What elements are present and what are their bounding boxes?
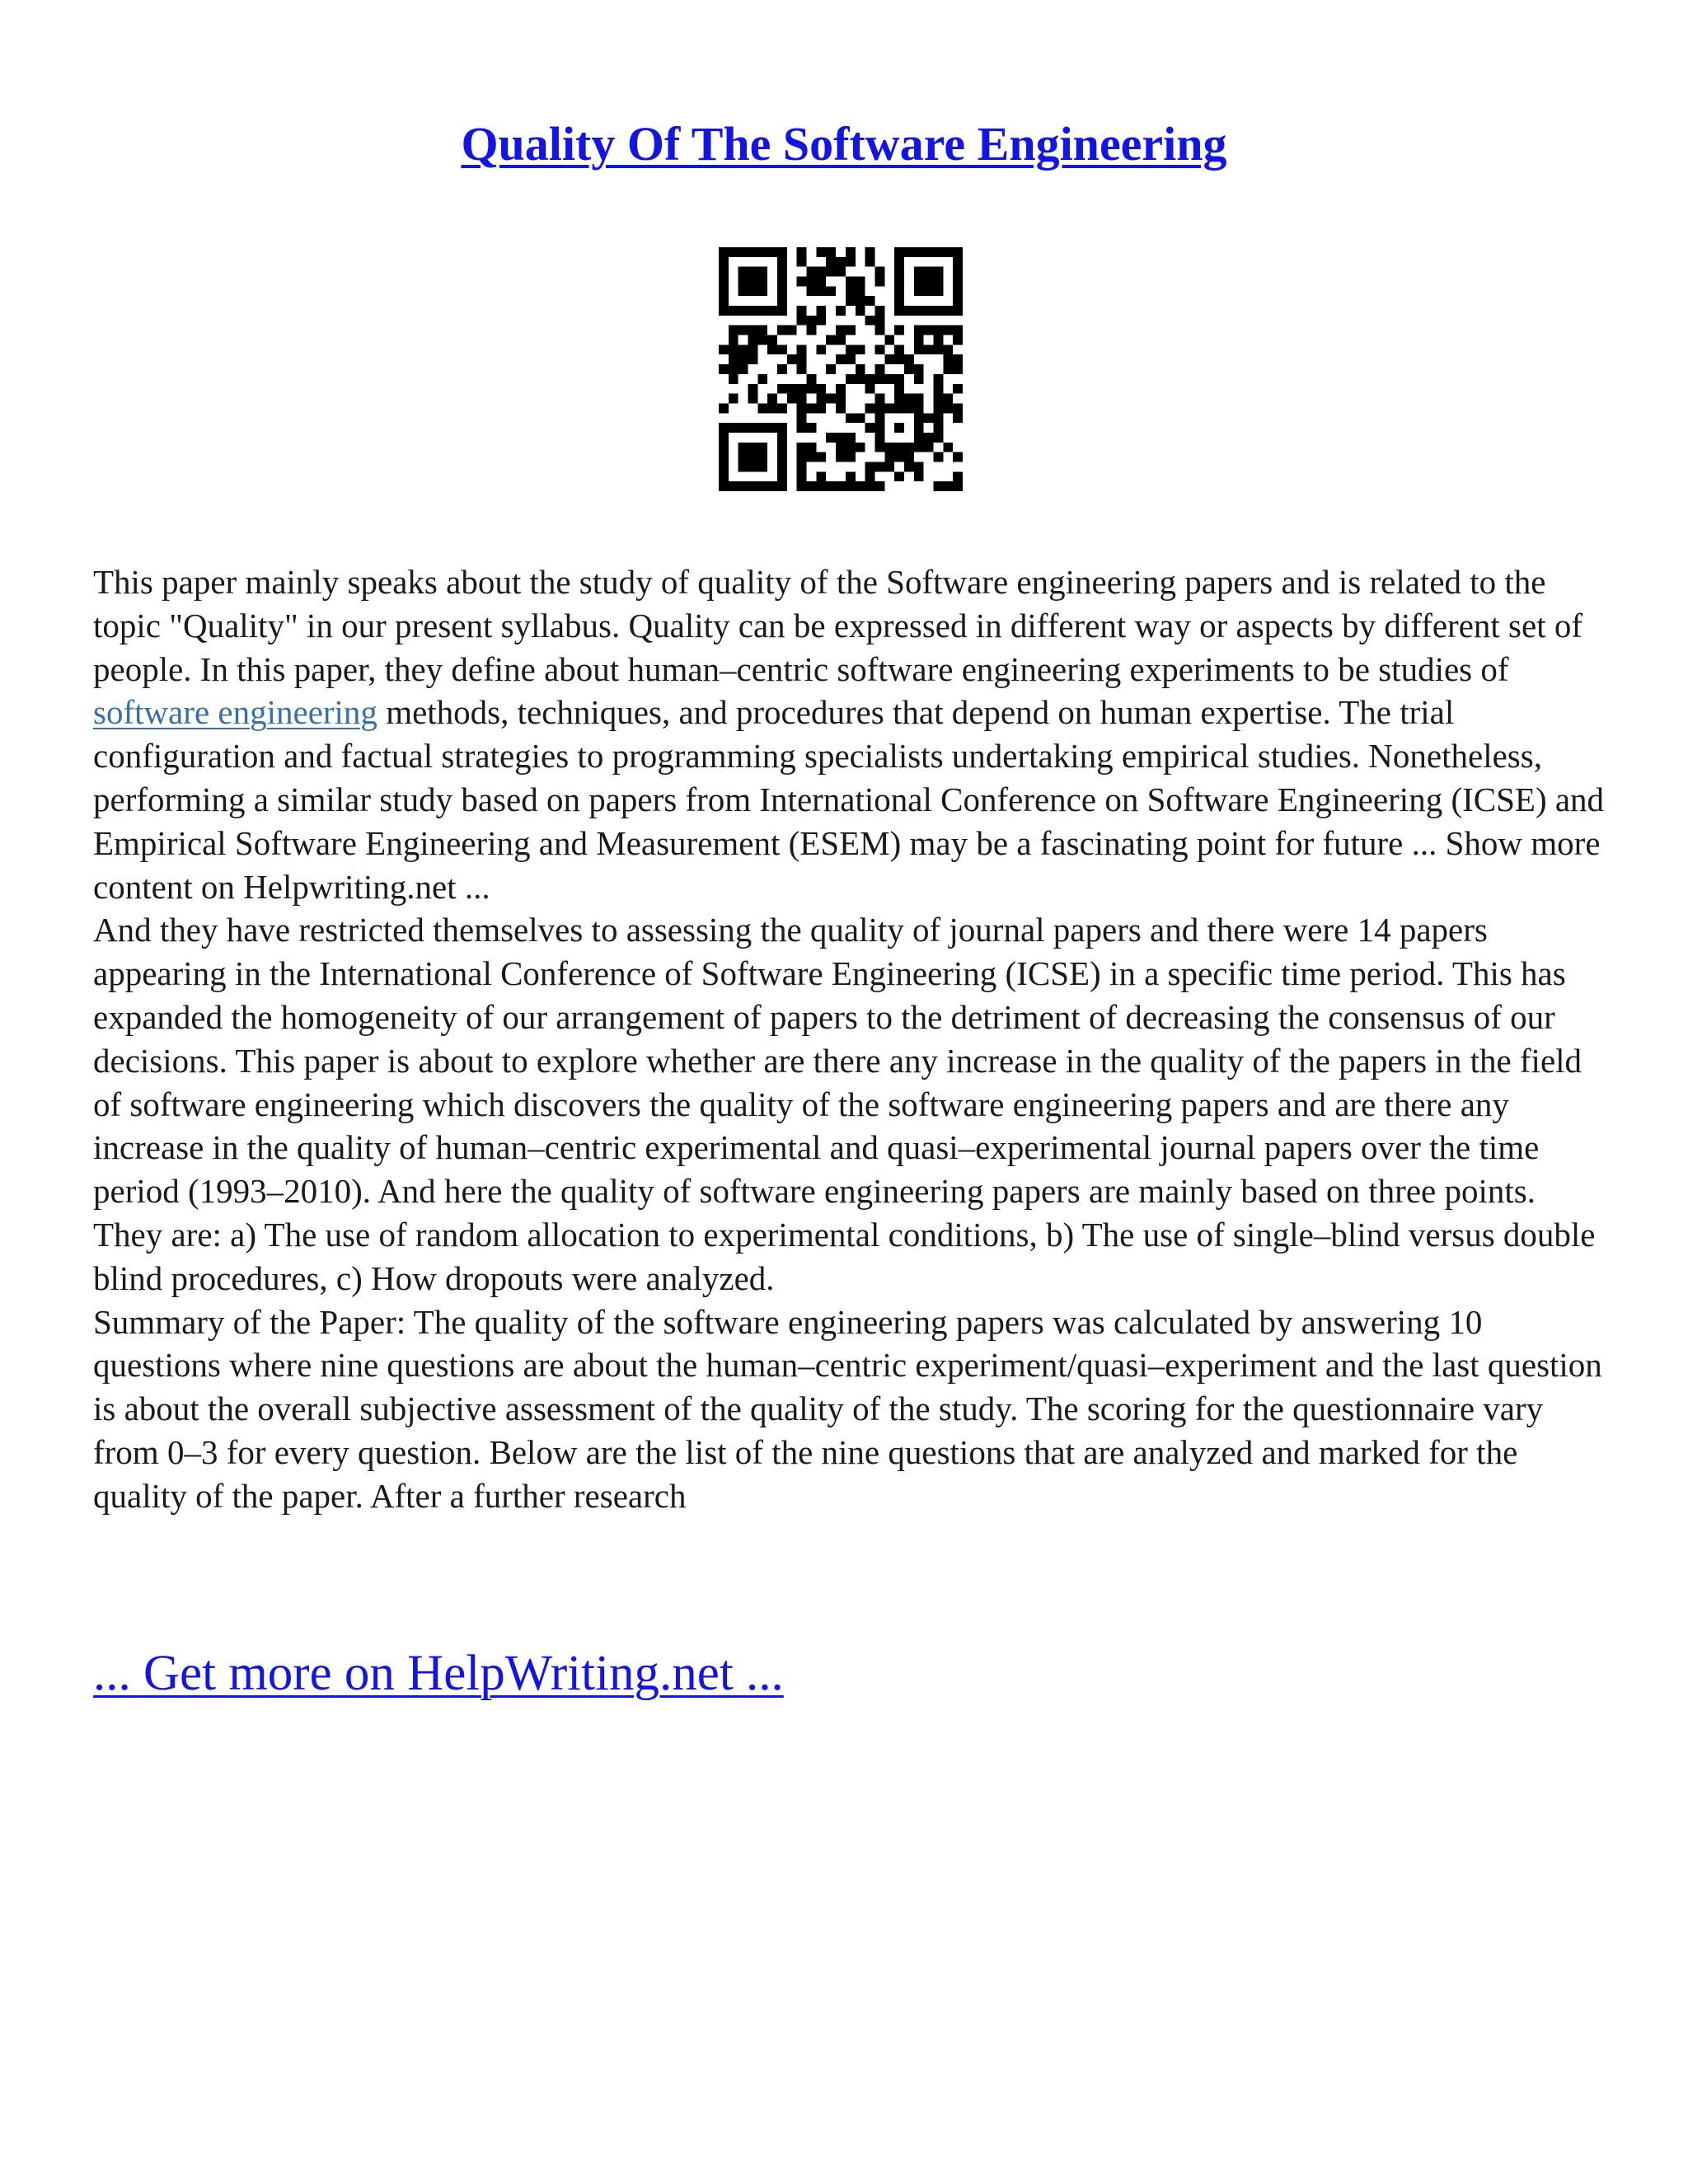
- get-more-link-container: [93, 1644, 784, 1704]
- article-body: [93, 560, 1610, 1518]
- paragraph-1: [93, 560, 1610, 908]
- paragraph-2: And they have restricted themselves to assessing the quality of journal papers and there were 14 papers appearing in the International Conference of Software Engineering (ICSE) in a specific time period. This has expanded the homogeneity of our arrangement of papers to the detriment of decreasing the consensus of our decisions. This paper is about to explore whether are there any increase in the quality of the papers in the field of software engineering which discovers the quality of the software engineering papers and are there any increase in the quality of human–centric experimental and quasi–experimental journal papers over the time period (1993–2010). And here the quality of software engineering papers are mainly based on three points. They are: a) The use of random allocation to experimental conditions, b) The use of single–blind versus double blind procedures, c) How dropouts were analyzed.: [93, 911, 1596, 1297]
- qr-code-icon: [719, 247, 963, 491]
- paragraph-3: Summary of the Paper: The quality of the software engineering papers was calculated by answering 10 questions where nine questions are about the human–centric experiment/quasi–experiment and the last question is about the overall subjective assessment of the quality of the study. The scoring for the questionnaire vary from 0–3 for every question. Below are the list of the nine questions that are analyzed and marked for the quality of the paper. After a further research: [93, 1302, 1602, 1515]
- title-link[interactable]: Quality Of The Software Engineering: [461, 117, 1227, 171]
- paragraph-1-text-a: This paper mainly speaks about the study of quality of the Software engineering papers and is related to the topic "Quality" in our present syllabus. Quality can be expressed in different way or aspects by different set of people. In this paper, they define about human–centric software engineering experiments to be studies of: [93, 563, 1582, 688]
- software-engineering-link[interactable]: software engineering: [93, 693, 377, 732]
- paragraph-1-text-b: methods, techniques, and procedures that depend on human expertise. The trial configuration and factual strategies to programming specialists undertaking empirical studies. Nonetheless, performing a similar study based on papers from International Conference on Software Engineering (ICSE) and Empirical Software Engineering and Measurement (ESEM) may be a fascinating point for future ... Show more content on Helpwriting.net ...: [93, 693, 1605, 906]
- page-title: [0, 115, 1688, 173]
- get-more-link[interactable]: ... Get more on HelpWriting.net ...: [93, 1646, 784, 1701]
